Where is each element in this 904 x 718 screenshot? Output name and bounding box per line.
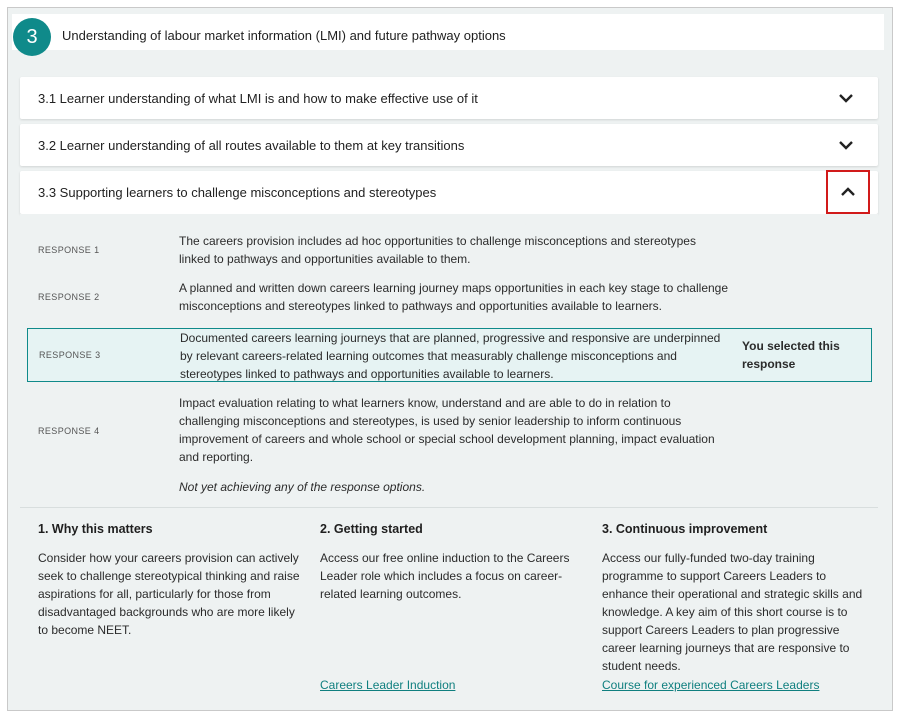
response-text: A planned and written down careers learning journey maps opportunities in each key stage to challenge misconceptions and stereotypes linked to pathways and opportunities available to learners. (179, 281, 729, 313)
response-text: Impact evaluation relating to what learners know, understand and are able to do in relation to challenging misconceptions and stereotypes, is used by senior leadership to inform continuous improvement of careers and whole school or special school development planning, impact evaluation and reporting. (179, 396, 715, 464)
column-body: Access our free online induction to the Careers Leader role which includes a focus on career-related learning outcomes. (320, 551, 570, 601)
column-body: Consider how your careers provision can actively seek to challenge stereotypical thinking and raise aspirations for all, particularly for those from disadvantaged backgrounds who are more likely to become NEET. (38, 551, 300, 637)
guidance-column-why (38, 522, 300, 639)
careers-leader-induction-link[interactable]: Careers Leader Induction (320, 678, 456, 692)
accordion-title: 3.3 Supporting learners to challenge misconceptions and stereotypes (38, 185, 437, 200)
accordion-title: 3.2 Learner understanding of all routes available to them at key transitions (38, 138, 465, 153)
accordion-3-2[interactable] (20, 124, 878, 166)
column-body: Access our fully-funded two-day training programme to support Careers Leaders to enhance their operational and strategic skills and knowledge. A key aim of this short course is to support Careers Leaders to plan progressive career learning journeys that are responsive to student needs. (602, 551, 863, 673)
chevron-down-icon (838, 90, 854, 106)
section-title: Understanding of labour market information (LMI) and future pathway options (62, 28, 506, 43)
expand-toggle-button[interactable] (824, 77, 868, 119)
guidance-column-continuous-improvement (602, 522, 864, 675)
divider (20, 507, 878, 508)
accordion-3-1[interactable] (20, 77, 878, 119)
accordion-3-3[interactable] (20, 171, 878, 214)
accordion-panel (20, 214, 878, 708)
experienced-careers-leaders-course-link[interactable]: Course for experienced Careers Leaders (602, 678, 820, 692)
column-title: 3. Continuous improvement (602, 522, 768, 536)
response-label: RESPONSE 1 (38, 245, 100, 255)
response-text: The careers provision includes ad hoc opportunities to challenge misconceptions and stereotypes linked to pathways and opportunities available to them. (179, 234, 696, 266)
accordion-title: 3.1 Learner understanding of what LMI is and how to make effective use of it (38, 91, 478, 106)
chevron-up-icon (840, 184, 856, 200)
response-label: RESPONSE 2 (38, 292, 100, 302)
column-title: 1. Why this matters (38, 522, 153, 536)
response-option-3[interactable] (27, 328, 872, 382)
response-label: RESPONSE 4 (38, 426, 100, 436)
guidance-column-getting-started (320, 522, 582, 603)
chevron-down-icon (838, 137, 854, 153)
section-number-badge: 3 (13, 18, 51, 56)
response-text: Documented careers learning journeys that are planned, progressive and responsive are underpinned by relevant careers-related learning outcomes that measurably challenge misconceptions and stereotypes linked to pathways and opportunities available to learners. (180, 331, 721, 381)
column-title: 2. Getting started (320, 522, 423, 536)
selected-indicator: You selected this response (742, 339, 840, 371)
collapse-toggle-button[interactable] (826, 170, 870, 214)
expand-toggle-button[interactable] (824, 124, 868, 166)
response-label: RESPONSE 3 (39, 350, 101, 360)
not-yet-achieving-option[interactable]: Not yet achieving any of the response options. (179, 480, 426, 494)
